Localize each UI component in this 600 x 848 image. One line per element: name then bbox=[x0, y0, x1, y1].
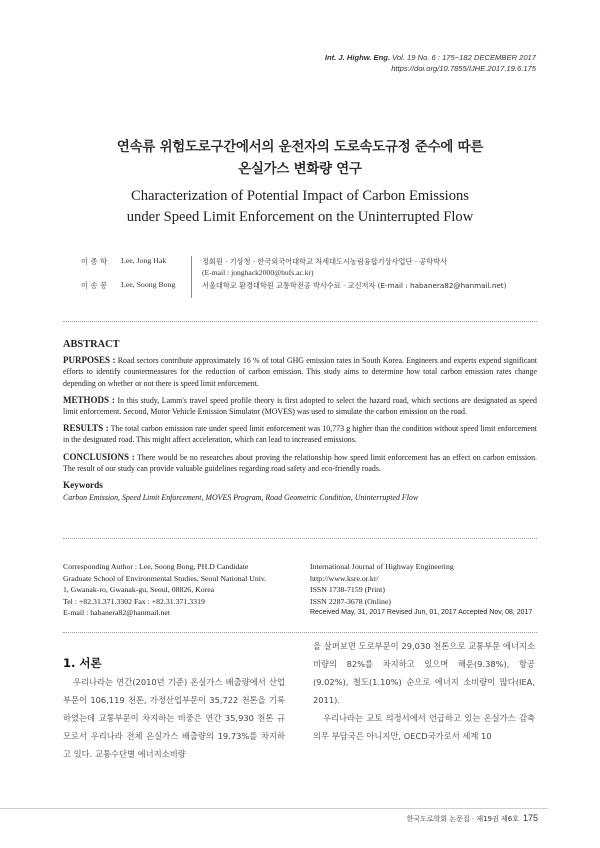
purposes-label: PURPOSES : bbox=[63, 355, 116, 366]
page-footer bbox=[407, 813, 538, 824]
abstract-section bbox=[63, 339, 537, 503]
corresponding-phone: Tel : +82.31.371.3302 Fax : +82.31.371.3319 bbox=[63, 596, 205, 606]
journal-info-name: International Journal of Highway Engineering bbox=[310, 562, 454, 571]
methods-label: METHODS : bbox=[63, 394, 115, 405]
author-name-korean: 이 송 봉 bbox=[81, 281, 108, 290]
author-name-korean: 이 종 학 bbox=[81, 257, 108, 266]
abstract-conclusions bbox=[63, 452, 537, 474]
results-text: The total carbon emission rate under speed limit enforcement was 10,773 g higher than the condition without speed limit enforcement in the designated road. This might affect acceleration, which can lead to increased emissions. bbox=[63, 424, 537, 445]
conclusions-text: There would be no researches about proving the relationship how speed limit enforcement has an effect on carbon emission. The result of our study can provide valuable guidelines regarding road safety and eco-friendly roads. bbox=[63, 452, 537, 473]
dotted-divider bbox=[63, 538, 537, 539]
conclusions-label: CONCLUSIONS : bbox=[63, 451, 135, 462]
page-number: 175 bbox=[522, 813, 538, 823]
author-name-english: Lee, Jong Hak bbox=[121, 256, 167, 265]
author-affiliation bbox=[202, 256, 447, 278]
dotted-divider bbox=[63, 321, 537, 322]
doi-link[interactable]: https://doi.org/10.7855/IJHE.2017.19.6.175 bbox=[391, 64, 536, 73]
keywords-heading: Keywords bbox=[63, 480, 103, 491]
journal-info-dates: Received May, 31, 2017 Revised Jun, 01, 2017 Accepted Nov, 08, 2017 bbox=[310, 609, 533, 616]
title-english-line-1: Characterization of Potential Impact of Carbon Emissions bbox=[130, 188, 469, 204]
author-row bbox=[81, 280, 541, 304]
results-label: RESULTS : bbox=[63, 423, 109, 434]
title-korean-line-2: 온실가스 변화량 연구 bbox=[238, 162, 362, 177]
journal-header bbox=[325, 52, 536, 74]
journal-volume: Vol. 19 No. 6 : 175~182 DECEMBER 2017 bbox=[390, 53, 536, 62]
title-korean-line-1: 연속류 위험도로구간에서의 운전자의 도로속도규정 준수에 따른 bbox=[116, 140, 484, 155]
body-column-left bbox=[63, 673, 285, 763]
footer-journal: 한국도로학회 논문집 · 제19권 제6호 bbox=[406, 815, 519, 823]
journal-info bbox=[310, 561, 550, 619]
corresponding-school: Graduate School of Environmental Studies, Seoul National Univ. bbox=[63, 573, 267, 583]
corresponding-name: Corresponding Author : Lee, Soong Bong, PH.D Candidate bbox=[63, 562, 249, 571]
journal-info-issn-print: ISSN 1738-7159 (Print) bbox=[310, 585, 385, 594]
corresponding-email[interactable]: E-mail : habanera82@hanmail.net bbox=[63, 608, 170, 617]
abstract-results bbox=[63, 423, 537, 445]
purposes-text: Road sectors contribute approximately 16 % of total GHG emission rates in South Korea. Engineers and experts expend significant efforts to identify countermeasures for the reduction of carbon emission. This study aims to determine how total carbon emission rates change depending on whether or not there is speed limit enforcement. bbox=[63, 356, 537, 388]
body-column-right bbox=[313, 637, 535, 745]
author-list bbox=[81, 256, 541, 304]
journal-info-issn-online: ISSN 2287-3678 (Online) bbox=[310, 596, 391, 606]
title-korean bbox=[0, 137, 600, 181]
section-heading: 1. 서론 bbox=[63, 656, 102, 670]
author-row bbox=[81, 256, 541, 280]
abstract-heading: ABSTRACT bbox=[63, 339, 120, 350]
body-paragraph: 우리나라는 연간(2010년 기준) 온실가스 배출량에서 산업부문이 106,119 천톤, 가정산업부문이 35,722 천톤을 기록하였는데 교통부문이 차지하는 비중은 연간 35,930 천톤 규모로서 우리나라 전체 온실가스 배출량의 19.73%를 차지하고 있다. 교통수단별 에너지소비량 bbox=[63, 677, 285, 759]
journal-name: Int. J. Highw. Eng. bbox=[324, 53, 391, 62]
footer-rule bbox=[0, 808, 548, 809]
author-divider bbox=[191, 256, 192, 298]
keywords-text: Carbon Emission, Speed Limit Enforcement, MOVES Program, Road Geometric Condition, Uninterrupted Flow bbox=[63, 493, 419, 503]
abstract-methods bbox=[63, 395, 537, 417]
affiliation-text: 정회원 · 기상청 · 한국외국어대학교 차세대도시농림융합기상사업단 · 공학박사 bbox=[202, 257, 448, 266]
abstract-purposes bbox=[63, 355, 537, 389]
corresponding-author bbox=[63, 561, 303, 619]
methods-text: In this study, Lamm's travel speed profile theory is first adopted to select the hazard road, which sections are designated as speed limit enforcement. Second, Motor Vehicle Emission Simulator (MOVES) was used to simulate the carbon emission on the road. bbox=[63, 395, 537, 417]
corresponding-address: 1, Gwanak-ro, Gwanak-gu, Seoul, 08826, Korea bbox=[63, 585, 215, 594]
author-name-english: Lee, Soong Bong bbox=[121, 280, 176, 289]
author-affiliation bbox=[202, 280, 506, 291]
dotted-divider bbox=[63, 632, 537, 633]
title-english-line-2: under Speed Limit Enforcement on the Uninterrupted Flow bbox=[126, 209, 474, 225]
journal-info-url[interactable]: http://www.ksre.or.kr/ bbox=[310, 573, 379, 583]
author-email[interactable]: (E-mail : jonghack2000@hufs.ac.kr) bbox=[202, 268, 314, 277]
title-english bbox=[0, 186, 600, 228]
body-paragraph: 우리나라는 교토 의정서에서 언급하고 있는 온실가스 감축의무 부담국은 아니지만, OECD국가로서 세계 10 bbox=[313, 713, 535, 741]
body-paragraph: 을 살펴보면 도로부문이 29,030 천톤으로 교통부문 에너지소비량의 82%를 차지하고 있으며 해운(9.38%), 항공(9.02%), 철도(1.10%) 순으로 에너지 소비량이 많다(IEA, 2011). bbox=[313, 641, 535, 705]
journal-citation bbox=[325, 52, 536, 63]
affiliation-text: 서울대학교 환경대학원 교통학전공 박사수료 · 교신저자 (E-mail : habanera82@hanmail.net) bbox=[202, 281, 507, 290]
